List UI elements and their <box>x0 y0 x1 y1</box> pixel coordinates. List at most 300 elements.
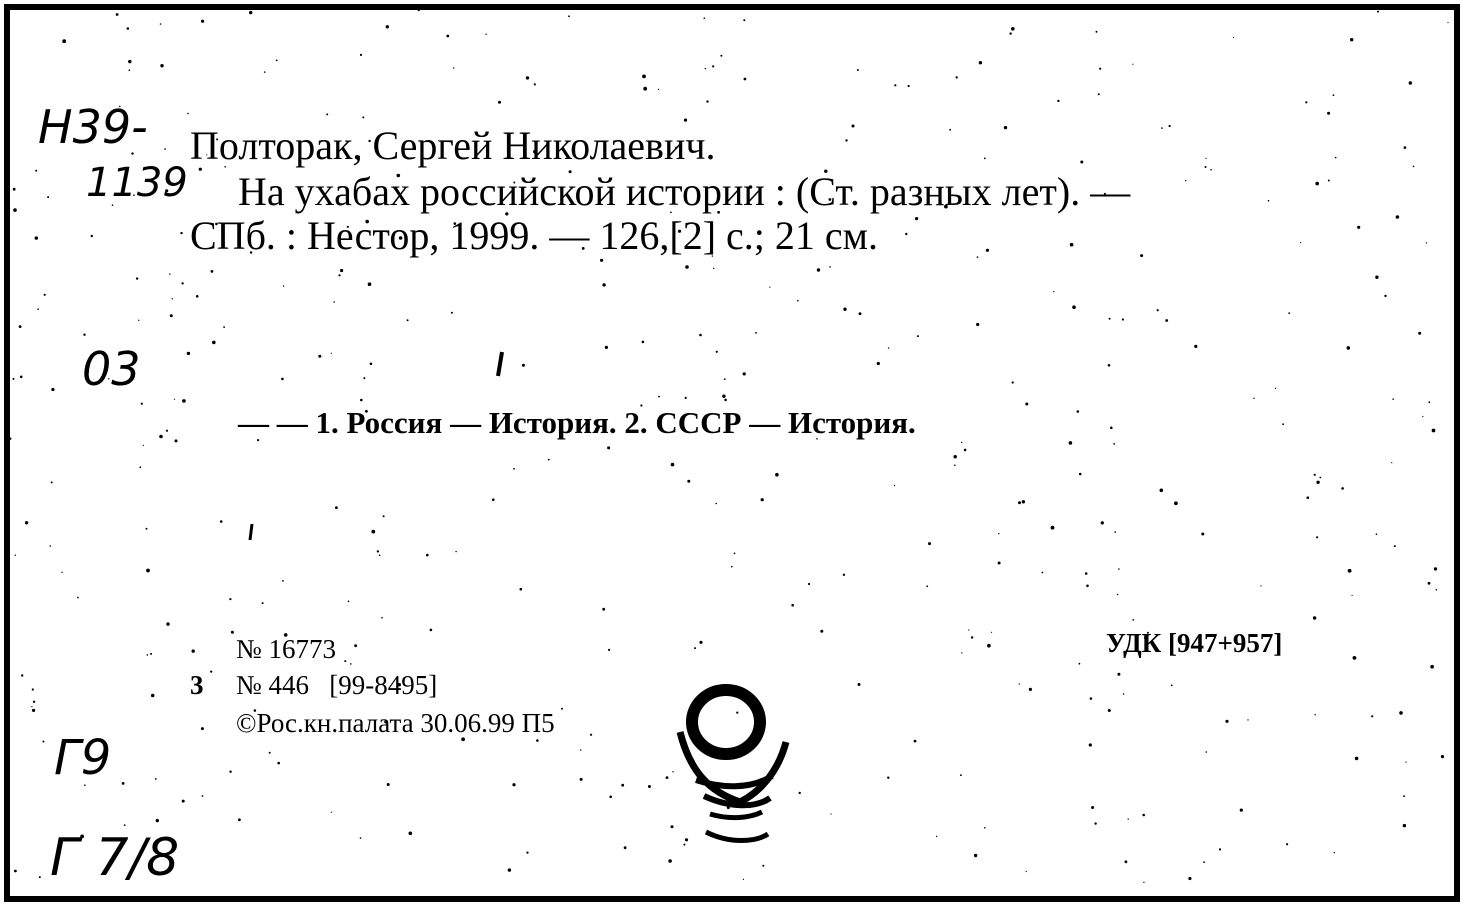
paper-speck <box>1108 364 1111 367</box>
paper-speck <box>1143 882 1144 883</box>
paper-speck <box>1428 401 1430 403</box>
paper-speck <box>360 837 362 839</box>
paper-speck <box>1029 688 1032 691</box>
paper-speck <box>386 25 389 28</box>
paper-speck <box>379 554 381 556</box>
paper-speck <box>522 364 525 367</box>
paper-speck <box>590 734 592 736</box>
paper-speck <box>42 741 44 743</box>
paper-speck <box>51 388 54 391</box>
paper-speck <box>1371 715 1373 717</box>
paper-speck <box>1072 305 1076 309</box>
paper-speck <box>986 249 989 252</box>
paper-speck <box>658 89 659 90</box>
paper-speck <box>1399 711 1403 715</box>
paper-speck <box>602 283 605 286</box>
paper-speck <box>713 268 714 269</box>
paper-speck <box>1403 795 1405 797</box>
paper-speck <box>1157 309 1159 311</box>
paper-speck <box>211 270 214 273</box>
paper-speck <box>1405 762 1406 763</box>
paper-speck <box>1201 533 1204 536</box>
paper-speck <box>182 399 186 403</box>
paper-speck <box>13 208 17 212</box>
paper-speck <box>1357 226 1360 229</box>
paper-speck <box>485 34 486 35</box>
stray-stroke <box>494 350 506 380</box>
paper-speck <box>917 335 919 337</box>
paper-speck <box>621 784 624 787</box>
udk-code: УДК [947+957] <box>1106 628 1283 658</box>
paper-speck <box>136 277 138 279</box>
paper-speck <box>182 800 185 803</box>
paper-speck <box>1384 295 1386 297</box>
paper-speck <box>1288 312 1290 314</box>
paper-speck <box>128 60 131 63</box>
paper-speck <box>607 446 610 449</box>
paper-speck <box>1428 582 1431 585</box>
paper-speck <box>1233 37 1234 38</box>
paper-speck <box>238 818 241 821</box>
paper-speck <box>1042 572 1044 574</box>
paper-speck <box>722 395 725 398</box>
paper-speck <box>277 762 280 765</box>
paper-speck <box>1219 848 1221 850</box>
paper-speck <box>1123 693 1125 695</box>
paper-speck <box>755 332 757 334</box>
paper-speck <box>35 170 37 172</box>
subject-headings: — — 1. Россия — История. 2. СССР — История. <box>238 405 916 440</box>
paper-speck <box>914 740 917 743</box>
paper-speck <box>894 84 896 86</box>
paper-speck <box>138 320 139 321</box>
paper-speck <box>1089 743 1092 746</box>
paper-speck <box>775 473 779 477</box>
paper-speck <box>418 10 420 11</box>
paper-speck <box>1051 526 1055 530</box>
paper-speck <box>360 54 362 56</box>
paper-speck <box>35 236 38 239</box>
paper-speck <box>602 608 605 611</box>
paper-speck <box>1077 410 1080 413</box>
paper-speck <box>174 399 175 400</box>
paper-speck <box>368 282 372 286</box>
paper-speck <box>31 706 32 707</box>
paper-speck <box>1335 157 1337 159</box>
paper-speck <box>971 636 973 638</box>
paper-speck <box>1316 536 1318 538</box>
paper-speck <box>175 439 178 442</box>
stamp-mark <box>660 672 810 852</box>
paper-speck <box>172 298 173 299</box>
paper-speck <box>340 269 343 272</box>
paper-speck <box>331 812 332 813</box>
paper-speck <box>1286 843 1288 845</box>
paper-speck <box>127 27 130 30</box>
paper-speck <box>146 528 148 530</box>
paper-speck <box>1307 496 1310 499</box>
paper-speck <box>151 694 155 698</box>
paper-speck <box>407 319 409 321</box>
paper-speck <box>1079 473 1082 476</box>
paper-speck <box>712 65 714 67</box>
paper-speck <box>318 355 321 358</box>
paper-speck <box>926 585 928 587</box>
paper-speck <box>430 629 433 632</box>
stray-stroke <box>246 522 256 544</box>
paper-speck <box>744 78 747 81</box>
paper-speck <box>894 485 895 486</box>
paper-speck <box>1174 501 1178 505</box>
paper-speck <box>283 285 284 286</box>
paper-speck <box>671 463 675 467</box>
paper-speck <box>10 438 11 440</box>
paper-speck <box>1315 182 1319 186</box>
paper-speck <box>964 449 967 452</box>
paper-speck <box>526 852 528 854</box>
paper-speck <box>1334 852 1335 853</box>
paper-speck <box>159 435 163 439</box>
paper-speck <box>15 555 16 556</box>
paper-speck <box>196 295 199 298</box>
paper-speck <box>164 148 166 150</box>
paper-speck <box>845 139 847 141</box>
paper-speck <box>648 785 651 788</box>
paper-speck <box>1422 416 1423 417</box>
paper-speck <box>1142 814 1145 817</box>
paper-speck <box>453 67 454 68</box>
paper-speck <box>146 569 150 573</box>
paper-speck <box>743 879 744 880</box>
paper-speck <box>1210 169 1212 171</box>
paper-speck <box>91 235 93 237</box>
paper-speck <box>658 396 660 398</box>
paper-speck <box>32 709 35 712</box>
paper-speck <box>1160 489 1164 493</box>
paper-speck <box>1403 824 1406 827</box>
paper-speck <box>39 876 41 878</box>
paper-speck <box>960 774 962 776</box>
paper-speck <box>498 101 501 104</box>
paper-speck <box>1090 697 1093 700</box>
paper-speck <box>21 674 23 676</box>
paper-speck <box>687 480 690 483</box>
paper-speck <box>915 217 918 220</box>
paper-speck <box>526 76 529 79</box>
paper-speck <box>1313 616 1316 619</box>
paper-speck <box>1247 719 1248 720</box>
paper-speck <box>338 274 340 276</box>
paper-speck <box>181 282 183 284</box>
paper-speck <box>724 378 726 380</box>
paper-speck <box>843 308 846 311</box>
paper-speck <box>858 683 861 686</box>
paper-speck <box>984 158 986 160</box>
paper-speck <box>977 256 979 258</box>
paper-speck <box>1328 180 1330 182</box>
paper-speck <box>139 466 141 468</box>
paper-speck <box>857 69 859 71</box>
paper-speck <box>383 515 385 517</box>
paper-speck <box>513 468 515 470</box>
paper-speck <box>968 629 969 630</box>
paper-speck <box>1305 101 1307 103</box>
paper-speck <box>991 632 992 633</box>
paper-speck <box>348 601 350 603</box>
paper-speck <box>192 649 195 652</box>
paper-speck <box>1091 806 1094 809</box>
paper-speck <box>269 752 271 754</box>
paper-speck <box>1352 595 1353 596</box>
paper-speck <box>166 622 169 625</box>
paper-speck <box>362 116 364 118</box>
paper-speck <box>694 647 696 649</box>
paper-speck <box>984 827 986 829</box>
paper-speck <box>1004 126 1007 129</box>
paper-speck <box>1128 818 1129 819</box>
paper-speck <box>1203 861 1205 863</box>
paper-speck <box>1011 27 1015 31</box>
paper-speck <box>561 708 563 710</box>
title-line: На ухабах российской истории : (Ст. разных лет). — <box>238 169 1131 214</box>
paper-speck <box>1436 589 1438 591</box>
paper-speck <box>928 542 931 545</box>
paper-speck <box>187 113 189 115</box>
paper-speck <box>1413 166 1415 168</box>
paper-speck <box>371 530 375 534</box>
paper-speck <box>180 232 182 234</box>
paper-speck <box>1101 521 1104 524</box>
paper-speck <box>77 597 79 599</box>
paper-speck <box>350 663 352 665</box>
paper-speck <box>1341 487 1344 490</box>
paper-speck <box>830 813 831 814</box>
paper-speck <box>1086 585 1089 588</box>
paper-speck <box>1122 318 1124 320</box>
paper-speck <box>1240 809 1243 812</box>
paper-speck <box>974 854 977 857</box>
paper-speck <box>223 326 225 328</box>
paper-speck <box>685 265 689 269</box>
paper-speck <box>1161 127 1163 129</box>
paper-speck <box>129 69 131 71</box>
paper-speck <box>954 455 957 458</box>
paper-speck <box>1282 423 1284 425</box>
copyright-line: ©Рос.кн.палата 30.06.99 П5 <box>236 708 555 738</box>
paper-speck <box>1053 291 1054 292</box>
paper-speck <box>143 445 144 446</box>
paper-speck <box>33 701 35 703</box>
paper-speck <box>229 598 231 600</box>
mark-03: 03 <box>82 342 141 396</box>
paper-speck <box>1300 242 1301 243</box>
paper-speck <box>1355 757 1359 761</box>
paper-speck <box>13 188 16 191</box>
paper-speck <box>201 20 204 23</box>
paper-speck <box>276 60 278 62</box>
paper-speck <box>210 671 212 673</box>
paper-speck <box>141 403 143 405</box>
paper-speck <box>1012 381 1014 383</box>
paper-speck <box>455 551 456 552</box>
paper-speck <box>409 832 413 836</box>
paper-speck <box>1109 318 1111 320</box>
paper-speck <box>1085 572 1088 575</box>
paper-speck <box>1114 531 1116 533</box>
paper-speck <box>987 644 991 648</box>
paper-speck <box>229 771 231 773</box>
paper-speck <box>1070 243 1074 247</box>
paper-speck <box>187 352 190 355</box>
paper-speck <box>426 554 429 557</box>
paper-speck <box>1353 656 1357 660</box>
paper-speck <box>1350 38 1353 41</box>
paper-speck <box>122 782 125 785</box>
paper-speck <box>829 266 831 268</box>
paper-speck <box>791 604 794 607</box>
paper-speck <box>212 341 216 345</box>
paper-speck <box>609 796 612 799</box>
paper-speck <box>124 824 126 826</box>
paper-speck <box>354 644 357 647</box>
prefix-number: 3 <box>190 670 204 700</box>
card-number: № 16773 <box>236 634 337 664</box>
paper-speck <box>956 76 958 78</box>
paper-speck <box>534 83 536 85</box>
paper-speck <box>20 376 23 379</box>
paper-speck <box>1418 332 1421 335</box>
paper-speck <box>704 17 706 19</box>
paper-speck <box>905 233 907 235</box>
paper-speck <box>360 399 363 402</box>
paper-speck <box>47 196 49 198</box>
paper-speck <box>580 749 581 750</box>
paper-speck <box>761 498 764 501</box>
paper-speck <box>1113 443 1115 445</box>
paper-speck <box>1205 158 1206 159</box>
paper-speck <box>1206 751 1208 753</box>
paper-speck <box>1430 665 1434 669</box>
paper-speck <box>1132 619 1134 621</box>
paper-speck <box>624 846 627 849</box>
paper-speck <box>1132 64 1133 65</box>
paper-speck <box>954 465 956 467</box>
paper-speck <box>642 341 645 344</box>
paper-speck <box>262 602 264 604</box>
paper-speck <box>1396 215 1400 219</box>
paper-speck <box>1188 877 1191 880</box>
paper-speck <box>852 125 855 128</box>
paper-speck <box>370 363 373 366</box>
paper-speck <box>377 550 379 552</box>
paper-speck <box>249 11 252 14</box>
paper-speck <box>808 583 810 585</box>
paper-speck <box>1392 398 1394 400</box>
paper-speck <box>1377 11 1379 13</box>
paper-speck <box>1432 429 1436 433</box>
paper-speck <box>685 397 687 399</box>
paper-speck <box>976 323 979 326</box>
paper-speck <box>1118 568 1120 570</box>
paper-speck <box>600 259 603 262</box>
imprint-line: СПб. : Нестор, 1999. — 126,[2] с.; 21 см. <box>190 213 878 258</box>
paper-speck <box>1099 68 1101 70</box>
paper-speck <box>1108 709 1111 712</box>
paper-speck <box>155 778 157 780</box>
paper-speck <box>1079 663 1081 665</box>
paper-speck <box>605 346 608 349</box>
paper-speck <box>1348 569 1352 573</box>
paper-speck <box>331 353 332 354</box>
paper-speck <box>724 399 727 402</box>
paper-speck <box>1025 403 1028 406</box>
paper-speck <box>220 520 223 523</box>
paper-speck <box>762 865 764 867</box>
paper-speck <box>1434 567 1437 570</box>
paper-speck <box>282 580 284 582</box>
paper-speck <box>1394 545 1396 547</box>
paper-speck <box>699 641 702 644</box>
paper-speck <box>1347 346 1351 350</box>
paper-speck <box>333 301 335 303</box>
paper-speck <box>1094 822 1096 824</box>
paper-speck <box>25 521 28 524</box>
paper-speck <box>512 783 515 786</box>
paper-speck <box>335 506 338 509</box>
mark-g78: Г 7/8 <box>50 828 180 888</box>
paper-speck <box>716 351 718 353</box>
paper-speck <box>908 85 910 87</box>
paper-speck <box>769 287 770 288</box>
paper-speck <box>1009 32 1011 34</box>
paper-speck <box>169 273 170 274</box>
catalog-card <box>4 4 1460 902</box>
paper-speck <box>1327 112 1330 115</box>
paper-speck <box>201 727 204 730</box>
paper-speck <box>1314 474 1316 476</box>
paper-speck <box>1275 388 1276 389</box>
paper-speck <box>1268 200 1270 202</box>
paper-speck <box>1260 585 1261 586</box>
paper-speck <box>1447 22 1448 23</box>
paper-speck <box>843 574 845 576</box>
paper-speck <box>37 308 39 310</box>
paper-speck <box>160 64 163 67</box>
paper-speck <box>1409 81 1412 84</box>
paper-speck <box>1426 242 1427 243</box>
paper-speck <box>446 35 449 38</box>
paper-speck <box>817 268 820 271</box>
paper-speck <box>1117 594 1118 595</box>
paper-speck <box>961 652 962 653</box>
mark-g9: Г9 <box>54 730 112 786</box>
paper-speck <box>150 653 152 655</box>
paper-speck <box>520 588 523 591</box>
paper-speck <box>1205 166 1207 168</box>
paper-speck <box>264 71 266 73</box>
paper-speck <box>1140 254 1143 257</box>
paper-speck <box>1376 533 1378 535</box>
paper-speck <box>1022 500 1025 503</box>
paper-speck <box>202 795 204 797</box>
paper-speck <box>147 654 149 656</box>
paper-speck <box>887 777 889 779</box>
paper-speck <box>820 630 823 633</box>
paper-speck <box>1125 860 1128 863</box>
paper-speck <box>797 300 799 302</box>
paper-speck <box>166 430 168 432</box>
paper-speck <box>888 347 889 348</box>
